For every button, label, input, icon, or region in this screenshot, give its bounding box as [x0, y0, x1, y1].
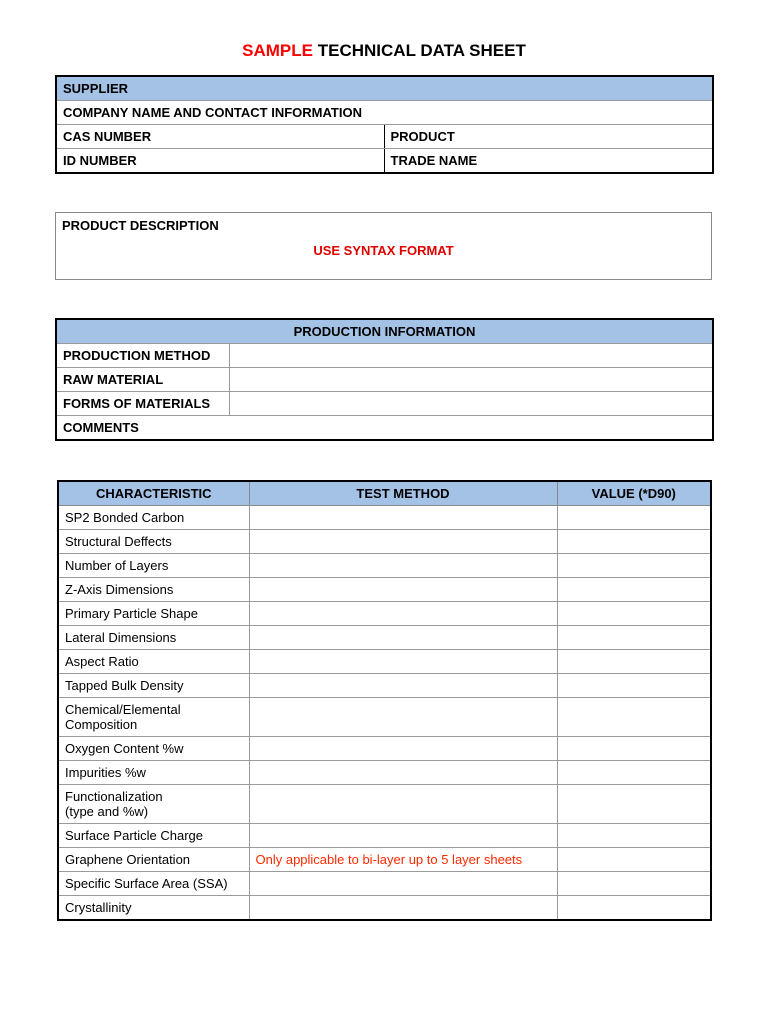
- supplier-header: SUPPLIER: [56, 76, 713, 101]
- table-row: [58, 602, 711, 626]
- production-table: [55, 318, 714, 441]
- test-method-cell: [249, 824, 557, 848]
- test-method-cell: [249, 578, 557, 602]
- company-name-field: COMPANY NAME AND CONTACT INFORMATION: [56, 101, 713, 125]
- value-cell: [557, 674, 711, 698]
- value-cell: [557, 506, 711, 530]
- table-row: [58, 872, 711, 896]
- table-row: [58, 698, 711, 737]
- page-title: [0, 41, 768, 61]
- characteristic-cell: Tapped Bulk Density: [58, 674, 249, 698]
- value-cell: [557, 848, 711, 872]
- title-text: TECHNICAL DATA SHEET: [317, 41, 526, 60]
- test-method-cell: [249, 554, 557, 578]
- comments-field: COMMENTS: [56, 416, 713, 441]
- value-cell: [557, 737, 711, 761]
- characteristic-cell: SP2 Bonded Carbon: [58, 506, 249, 530]
- test-method-cell: [249, 785, 557, 824]
- test-method-cell: [249, 896, 557, 921]
- value-cell: [557, 872, 711, 896]
- table-row: [58, 530, 711, 554]
- characteristic-cell: Specific Surface Area (SSA): [58, 872, 249, 896]
- forms-of-materials-label: FORMS OF MATERIALS: [56, 392, 229, 416]
- product-description-label: PRODUCT DESCRIPTION: [62, 218, 219, 233]
- table-row: [58, 554, 711, 578]
- test-method-cell: [249, 626, 557, 650]
- test-method-cell: [249, 737, 557, 761]
- table-row: [58, 737, 711, 761]
- table-row: [58, 896, 711, 921]
- id-number-field: ID NUMBER: [56, 149, 384, 174]
- value-cell: [557, 896, 711, 921]
- test-method-cell: Only applicable to bi-layer up to 5 layer sheets: [249, 848, 557, 872]
- characteristics-table: [57, 480, 712, 921]
- value-cell: [557, 626, 711, 650]
- characteristic-column-header: CHARACTERISTIC: [58, 481, 249, 506]
- value-cell: [557, 761, 711, 785]
- supplier-table: [55, 75, 714, 174]
- value-cell: [557, 650, 711, 674]
- test-method-cell: [249, 530, 557, 554]
- characteristic-cell: Impurities %w: [58, 761, 249, 785]
- test-method-cell: [249, 872, 557, 896]
- characteristic-cell: Crystallinity: [58, 896, 249, 921]
- table-row: [58, 626, 711, 650]
- test-method-cell: [249, 698, 557, 737]
- test-method-cell: [249, 674, 557, 698]
- value-cell: [557, 530, 711, 554]
- table-row: [58, 824, 711, 848]
- product-description-box: [55, 212, 712, 280]
- characteristic-cell: Primary Particle Shape: [58, 602, 249, 626]
- product-field: PRODUCT: [384, 125, 713, 149]
- raw-material-value: [229, 368, 713, 392]
- table-row: [58, 761, 711, 785]
- test-method-column-header: TEST METHOD: [249, 481, 557, 506]
- table-row: [58, 674, 711, 698]
- characteristic-cell: Z-Axis Dimensions: [58, 578, 249, 602]
- cas-number-field: CAS NUMBER: [56, 125, 384, 149]
- value-cell: [557, 785, 711, 824]
- table-row: [58, 848, 711, 872]
- table-row: [58, 578, 711, 602]
- table-row: [58, 506, 711, 530]
- test-method-cell: [249, 650, 557, 674]
- characteristic-cell: Lateral Dimensions: [58, 626, 249, 650]
- characteristic-cell: Structural Deffects: [58, 530, 249, 554]
- forms-of-materials-value: [229, 392, 713, 416]
- characteristic-cell: Surface Particle Charge: [58, 824, 249, 848]
- test-method-cell: [249, 761, 557, 785]
- value-cell: [557, 824, 711, 848]
- characteristics-body: [58, 506, 711, 921]
- value-column-header: VALUE (*D90): [557, 481, 711, 506]
- trade-name-field: TRADE NAME: [384, 149, 713, 174]
- characteristic-cell: Functionalization (type and %w): [58, 785, 249, 824]
- production-header: PRODUCTION INFORMATION: [56, 319, 713, 344]
- raw-material-label: RAW MATERIAL: [56, 368, 229, 392]
- title-accent: SAMPLE: [242, 41, 313, 60]
- characteristic-cell: Number of Layers: [58, 554, 249, 578]
- characteristic-cell: Aspect Ratio: [58, 650, 249, 674]
- characteristic-cell: Graphene Orientation: [58, 848, 249, 872]
- table-row: [58, 650, 711, 674]
- table-row: [58, 785, 711, 824]
- value-cell: [557, 554, 711, 578]
- characteristic-cell: Oxygen Content %w: [58, 737, 249, 761]
- production-method-value: [229, 344, 713, 368]
- test-method-cell: [249, 602, 557, 626]
- value-cell: [557, 578, 711, 602]
- production-method-label: PRODUCTION METHOD: [56, 344, 229, 368]
- test-method-cell: [249, 506, 557, 530]
- syntax-format-note: USE SYNTAX FORMAT: [313, 243, 454, 258]
- value-cell: [557, 698, 711, 737]
- value-cell: [557, 602, 711, 626]
- characteristic-cell: Chemical/Elemental Composition: [58, 698, 249, 737]
